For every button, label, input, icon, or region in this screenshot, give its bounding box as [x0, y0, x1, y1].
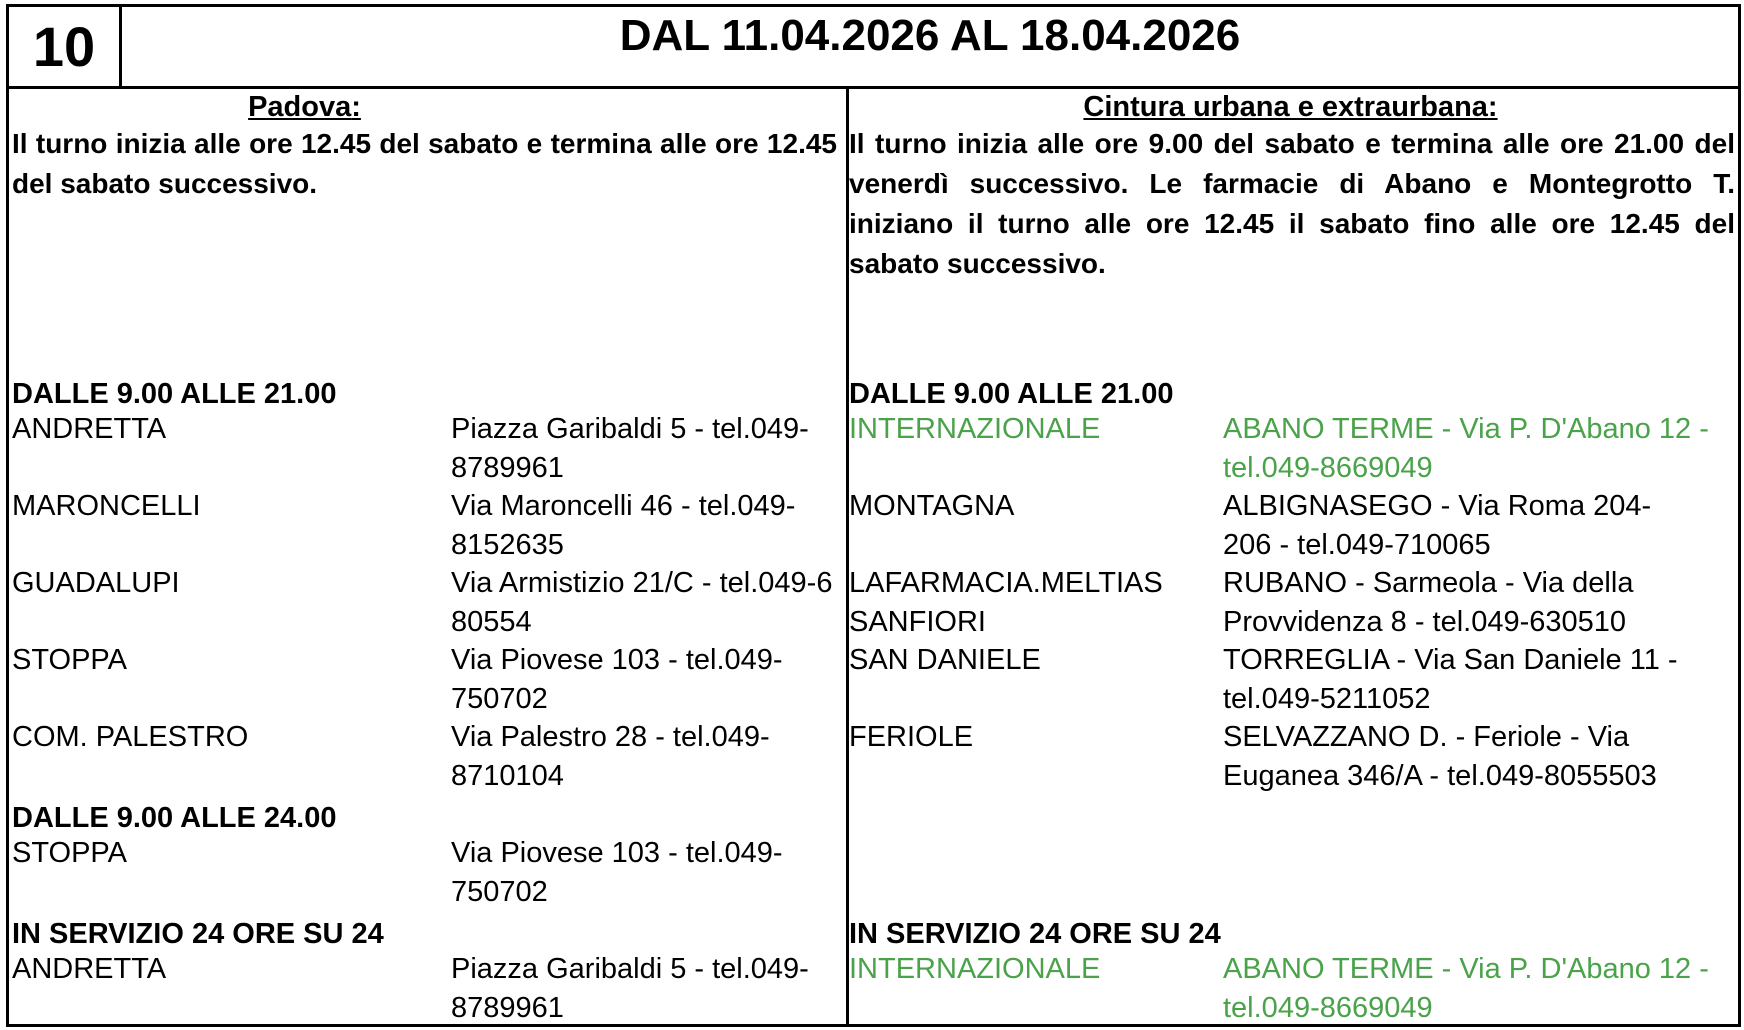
- pharmacy-address: ALBIGNASEGO - Via Roma 204-206 - tel.049-710065: [1223, 490, 1652, 561]
- list-item: [849, 718, 1735, 796]
- list-item: [12, 410, 840, 488]
- left-section-9-24: DALLE 9.00 ALLE 24.00: [12, 802, 337, 834]
- list-item: [12, 487, 840, 565]
- pharmacy-address: ABANO TERME - Via P. D'Abano 12 - tel.049-8669049: [1223, 953, 1709, 1024]
- list-item: [12, 641, 840, 719]
- list-item: [849, 641, 1735, 719]
- list-item: [849, 950, 1735, 1028]
- list-item: [12, 950, 840, 1028]
- week-number: 10: [32, 15, 96, 78]
- left-section-24h: IN SERVIZIO 24 ORE SU 24: [12, 918, 384, 950]
- right-intro-text: Il turno inizia alle ore 9.00 del sabato e termina alle ore 21.00 del venerdì successivo. Le farmacie di Abano e Montegrotto T. iniziano il turno alle ore 12.45 il sabato fino alle ore 12.45 del sabato successivo.: [849, 128, 1735, 279]
- left-section-9-21: DALLE 9.00 ALLE 21.00: [12, 378, 337, 410]
- list-item: [12, 564, 840, 642]
- pharmacy-address: ABANO TERME - Via P. D'Abano 12 - tel.049-8669049: [1223, 413, 1709, 484]
- pharmacy-address: Via Piovese 103 - tel.049-750702: [451, 644, 783, 715]
- list-item: [12, 834, 840, 912]
- pharmacy-address: Via Armistizio 21/C - tel.049-680554: [451, 567, 833, 638]
- list-item: [849, 564, 1735, 642]
- right-column-heading: Cintura urbana e extraurbana:: [1083, 91, 1498, 123]
- date-range-title: DAL 11.04.2026 AL 18.04.2026: [619, 11, 1241, 60]
- pharmacy-address: Piazza Garibaldi 5 - tel.049-8789961: [451, 413, 809, 484]
- pharmacy-address: RUBANO - Sarmeola - Via della Provvidenza 8 - tel.049-630510: [1223, 567, 1634, 638]
- pharmacy-name: STOPPA: [12, 837, 127, 869]
- list-item: [849, 410, 1735, 488]
- pharmacy-name: LAFARMACIA.MELTIAS SANFIORI: [849, 567, 1163, 638]
- pharmacy-address: Via Palestro 28 - tel.049-8710104: [451, 721, 770, 792]
- pharmacy-name: ANDRETTA: [12, 413, 167, 445]
- pharmacy-name: ANDRETTA: [12, 953, 167, 985]
- pharmacy-name: COM. PALESTRO: [12, 721, 249, 753]
- pharmacy-address: TORREGLIA - Via San Daniele 11 - tel.049-5211052: [1223, 644, 1678, 715]
- pharmacy-address: Via Piovese 103 - tel.049-750702: [451, 837, 783, 908]
- pharmacy-name: INTERNAZIONALE: [849, 953, 1101, 985]
- pharmacy-name: STOPPA: [12, 644, 127, 676]
- pharmacy-address: SELVAZZANO D. - Feriole - Via Euganea 346/A - tel.049-8055503: [1223, 721, 1657, 792]
- pharmacy-name: INTERNAZIONALE: [849, 413, 1101, 445]
- left-intro-text: Il turno inizia alle ore 12.45 del sabato e termina alle ore 12.45 del sabato successivo.: [12, 128, 837, 199]
- pharmacy-name: GUADALUPI: [12, 567, 180, 599]
- pharmacy-address: Via Maroncelli 46 - tel.049-8152635: [451, 490, 796, 561]
- list-item: [12, 718, 840, 796]
- right-section-24h: IN SERVIZIO 24 ORE SU 24: [849, 918, 1221, 950]
- pharmacy-name: SAN DANIELE: [849, 644, 1041, 676]
- week-number-cell: [9, 7, 122, 86]
- pharmacy-name: MONTAGNA: [849, 490, 1015, 522]
- left-column-heading: Padova:: [248, 91, 361, 123]
- pharmacy-name: MARONCELLI: [12, 490, 201, 522]
- right-section-9-21: DALLE 9.00 ALLE 21.00: [849, 378, 1174, 410]
- list-item: [849, 487, 1735, 565]
- pharmacy-name: FERIOLE: [849, 721, 974, 753]
- pharmacy-address: Piazza Garibaldi 5 - tel.049-8789961: [451, 953, 809, 1024]
